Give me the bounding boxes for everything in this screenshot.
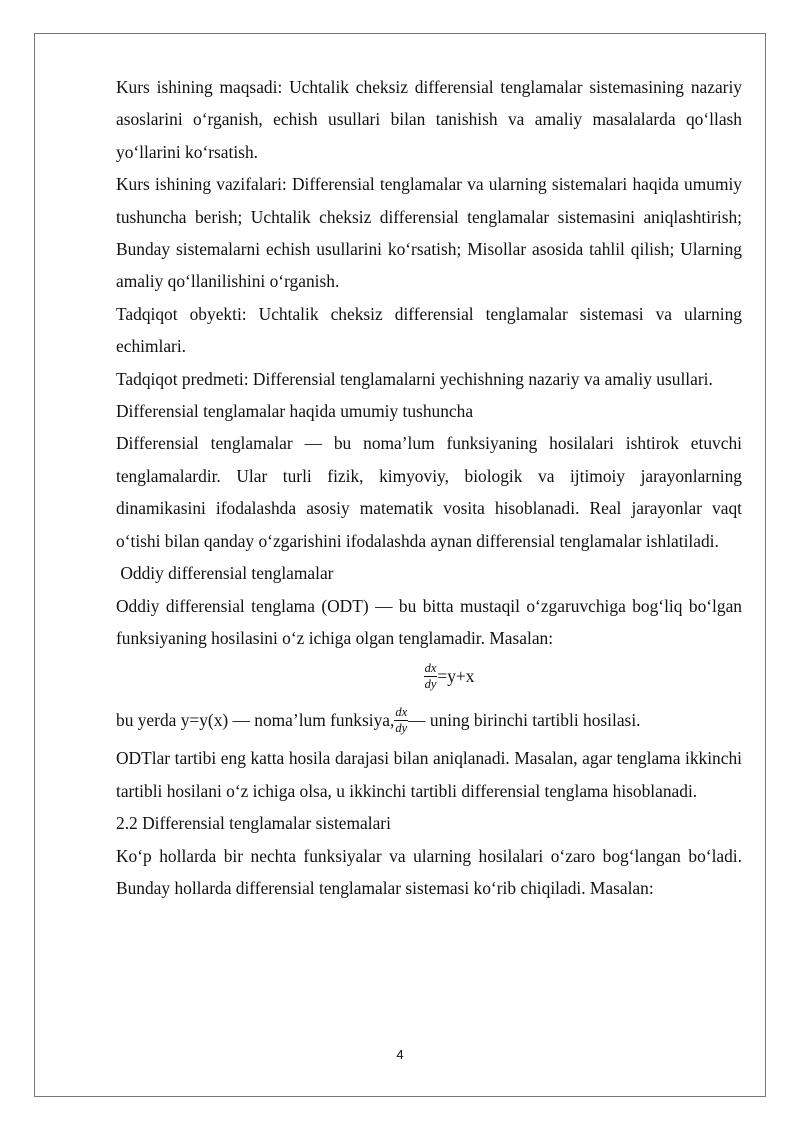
fraction-denominator: dy bbox=[424, 676, 437, 691]
equation-fraction bbox=[424, 661, 438, 692]
paragraph-definition: Differensial tenglamalar — bu noma’lum funksiyaning hosilalari ishtirok etuvchi tenglamalardir. Ular turli fizik, kimyoviy, biologik va ijtimoiy jarayonlarning dinamikasini ifodalashda asosiy matematik vosita hisoblanadi. Real jarayonlar vaqt o‘tishi bilan qanday o‘zgarishini ifodalashda aynan differensial tenglamalar ishlatiladi. bbox=[116, 433, 742, 551]
paragraph-ode-definition: Oddiy differensial tenglama (ODT) — bu bitta mustaqil o‘zgaruvchiga bog‘liq bo‘lgan funksiyaning hosilasini o‘z ichiga olgan tenglamadir. Masalan: bbox=[116, 595, 742, 648]
explanation-text-after: — uning birinchi tartibli hosilasi. bbox=[408, 710, 641, 731]
paragraph-object: Tadqiqot obyekti: Uchtalik cheksiz differensial tenglamalar sistemasi va ularning echimlari. bbox=[116, 303, 742, 357]
paragraph-subject: Tadqiqot predmeti: Differensial tenglamalarni yechishning nazariy va amaliy usullari. bbox=[116, 368, 713, 389]
paragraph-goal: Kurs ishining maqsadi: Uchtalik cheksiz differensial tenglamalar sistemasining nazariy asoslarini o‘rganish, echish usullari bilan tanishish va amaliy masalalarda qo‘llash yo‘llarini ko‘rsatish. bbox=[116, 77, 742, 162]
heading-ode: Oddiy differensial tenglamalar bbox=[116, 563, 334, 584]
inline-fraction-denominator: dy bbox=[395, 720, 408, 735]
paragraph-systems: Ko‘p hollarda bir nechta funksiyalar va ularning hosilalari o‘zaro bog‘langan bo‘ladi. Bunday hollarda differensial tenglamalar sistemasi ko‘rib chiqiladi. Masalan: bbox=[116, 845, 742, 898]
inline-fraction bbox=[394, 705, 408, 736]
paragraph-explanation bbox=[116, 698, 742, 742]
heading-general-concept: Differensial tenglamalar haqida umumiy tushuncha bbox=[116, 401, 474, 422]
equation-display bbox=[116, 654, 742, 698]
paragraph-order: ODTlar tartibi eng katta hosila darajasi bilan aniqlanadi. Masalan, agar tenglama ikkinchi tartibli hosilani o‘z ichiga olsa, u ikkinchi tartibli differensial tenglama hisoblanadi. bbox=[116, 748, 742, 801]
heading-systems: 2.2 Differensial tenglamalar sistemalari bbox=[116, 813, 391, 834]
paragraph-tasks: Kurs ishining vazifalari: Differensial tenglamalar va ularning sistemalari haqida umumiy tushuncha berish; Uchtalik cheksiz differensial tenglamalar sistemasini aniqlashtirish; Bunday sistemalarni echish usullarini ko‘rsatish; Misollar asosida tahlil qilish; Ularning amaliy qo‘llanilishini o‘rganish. bbox=[116, 174, 742, 292]
document-body bbox=[116, 71, 742, 904]
equation-rhs: =y+x bbox=[437, 666, 475, 687]
inline-fraction-numerator: dx bbox=[395, 704, 408, 719]
page-number: 4 bbox=[396, 1047, 404, 1062]
fraction-numerator: dx bbox=[424, 660, 437, 675]
explanation-text-before: bu yerda y=y(x) — noma’lum funksiya, bbox=[116, 710, 395, 731]
